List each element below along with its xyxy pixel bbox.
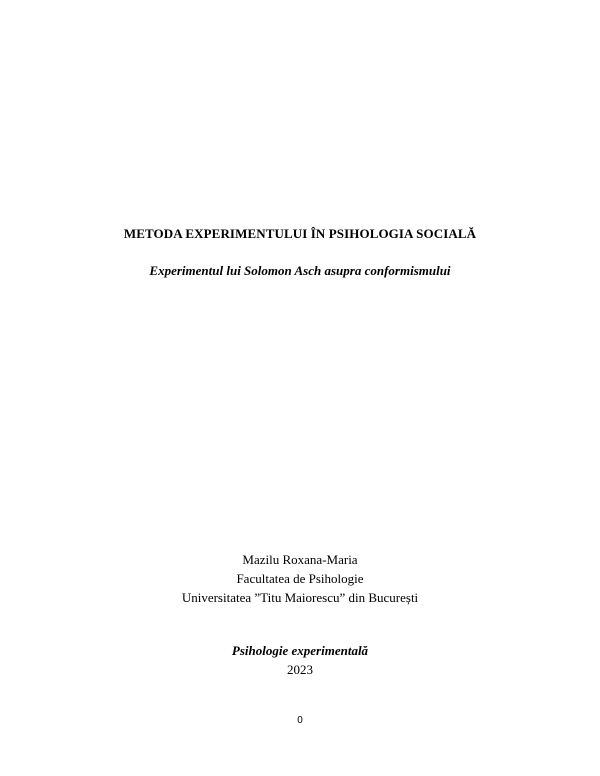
university-name: Universitatea ”Titu Maiorescu” din București xyxy=(181,590,419,605)
course-name: Psihologie experimentală xyxy=(231,643,369,658)
page-number: 0 xyxy=(297,715,303,726)
document-year: 2023 xyxy=(287,662,313,677)
author-name: Mazilu Roxana-Maria xyxy=(242,552,358,567)
document-title: METODA EXPERIMENTULUI ÎN PSIHOLOGIA SOCIALĂ xyxy=(123,226,477,241)
faculty-name: Facultatea de Psihologie xyxy=(236,571,364,586)
document-subtitle: Experimentul lui Solomon Asch asupra conformismului xyxy=(149,263,451,278)
